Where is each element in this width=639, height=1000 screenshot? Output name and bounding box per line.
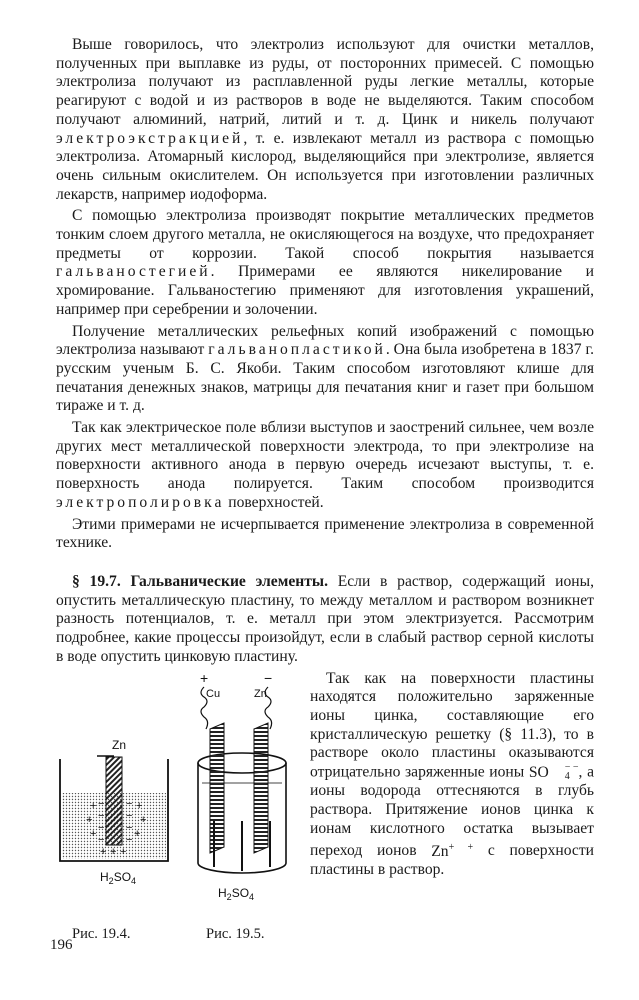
figure-19-4 — [56, 729, 174, 904]
term-electropolishing: электрополировка — [56, 493, 225, 511]
svg-text:−: − — [126, 797, 133, 810]
svg-text:−: − — [126, 833, 133, 846]
zinc-plate — [106, 757, 122, 845]
paragraph-electropolishing: Так как электрическое поле вблизи выступов и заострений сильнее, чем возле других мест металлической поверхности электрода, то при электролизе на поверхности активного анода в первую очередь исчезают выступы, т. е. поверхность анода полируется. Таким способом производится электрополировка поверхностей. — [56, 419, 594, 511]
svg-text:+: + — [136, 799, 143, 812]
svg-text:−: − — [98, 797, 105, 810]
term-galvanoplasty: гальванопластикой — [208, 341, 386, 359]
page-number: 196 — [50, 937, 73, 953]
h2so4-label-2: $H_2SO_4$ — [218, 885, 255, 902]
section-title: § 19.7. Гальванические элементы. — [72, 572, 328, 590]
paragraph-zinc-ions: Так как на поверхности пластины находятся положительно заряженные ионы цинка, составляющие его кристаллическую решетку (§ 11.3), то в растворе около пластины оказываются отрицательно заряженные ионы SO − − 4 , а ионы водорода оттесняются в глубь раствора. Притяжение ионов цинка к ионам кислотного остатка вызывает переход ионов Zn+ + с поверхности пластины в раствор. — [310, 669, 594, 879]
paragraph-galvanoplasty: Получение металлических рельефных копий изображений с помощью электролиза называют гальванопластикой. Она была изобретена в 1837 г. русским ученым Б. С. Якоби. Таким способом изготовляют клише для печатания денежных знаков, матрицы для печатания книг и газет при большом тираже и т. д. — [56, 322, 594, 415]
copper-plate — [210, 723, 224, 853]
svg-text:+: + — [90, 827, 97, 840]
svg-text:−: − — [98, 821, 105, 834]
minus-terminal: − — [264, 670, 273, 686]
svg-text:−: − — [98, 809, 105, 822]
section-galvanic-cells-intro: § 19.7. Гальванические элементы. Если в раствор, содержащий ионы, опустить металлическую пластину, то между металлом и раствором возникнет разность потенциалов, т. е. металл при этом электризуется. Рассмотрим подробнее, какие процессы произойдут, если в слабый раствор серной кислоты в воде опустить цинковую пластину. — [56, 572, 595, 665]
svg-text:+: + — [134, 827, 141, 840]
cu-label: Cu — [206, 687, 221, 700]
term-electroextraction: электроэкстракцией — [56, 129, 244, 147]
plus-terminal: + — [200, 670, 209, 686]
ion-so4: SO − − 4 — [528, 762, 579, 783]
page-content — [56, 36, 594, 943]
zn-label: Zn — [112, 737, 127, 752]
figure-19-5 — [184, 671, 302, 903]
caption-fig-19-5: Рис. 19.5. — [206, 925, 265, 942]
zn-label-2: Zn — [254, 687, 267, 700]
svg-text:+: + — [120, 845, 127, 858]
term-galvanostegy: гальваностегией — [56, 263, 211, 281]
zinc-plate-2 — [254, 723, 268, 853]
svg-text:+: + — [86, 813, 93, 826]
h2so4-label: $H_2SO_4$ — [100, 869, 137, 886]
paragraph-galvanostegy: С помощью электролиза производят покрытие металлических предметов тонким слоем другого металла, не окисляющегося на воздухе, что предохраняет предметы от коррозии. Такой способ покрытия называется гальваностегией. Примерами ее являются никелирование и хромирование. Гальваностегию применяют для изготовления украшений, например при серебрении и золочении. — [56, 207, 594, 318]
paragraph-electrolysis-purification: Выше говорилось, что электролиз используют для очистки металлов, полученных при выплавке из руды, от посторонних примесей. С помощью электролиза получают из расплавленной руды легкие металлы, которые реагируют с водой и из растворов в воде не выделяются. Таким способом получают алюминий, натрий, литий и т. д. Цинк и никель получают электроэкстракцией, т. е. извлекают металл из раствора с помощью электролиза. Атомарный кислород, выделяющийся при электролизе, является очень сильным окислителем. Он используется при изготовлении различных лекарств, например иодоформа. — [56, 36, 594, 203]
svg-text:+: + — [90, 799, 97, 812]
caption-fig-19-4: Рис. 19.4. — [72, 925, 131, 942]
svg-text:+: + — [110, 845, 117, 858]
svg-text:−: − — [126, 821, 133, 834]
svg-text:+: + — [140, 813, 147, 826]
ion-zn: Zn+ + — [431, 841, 474, 860]
svg-text:+: + — [100, 845, 107, 858]
svg-text:−: − — [98, 833, 105, 846]
svg-text:−: − — [126, 809, 133, 822]
figures-block — [56, 671, 302, 943]
paragraph-conclusion: Этими примерами не исчерпывается применение электролиза в современной технике. — [56, 515, 594, 552]
